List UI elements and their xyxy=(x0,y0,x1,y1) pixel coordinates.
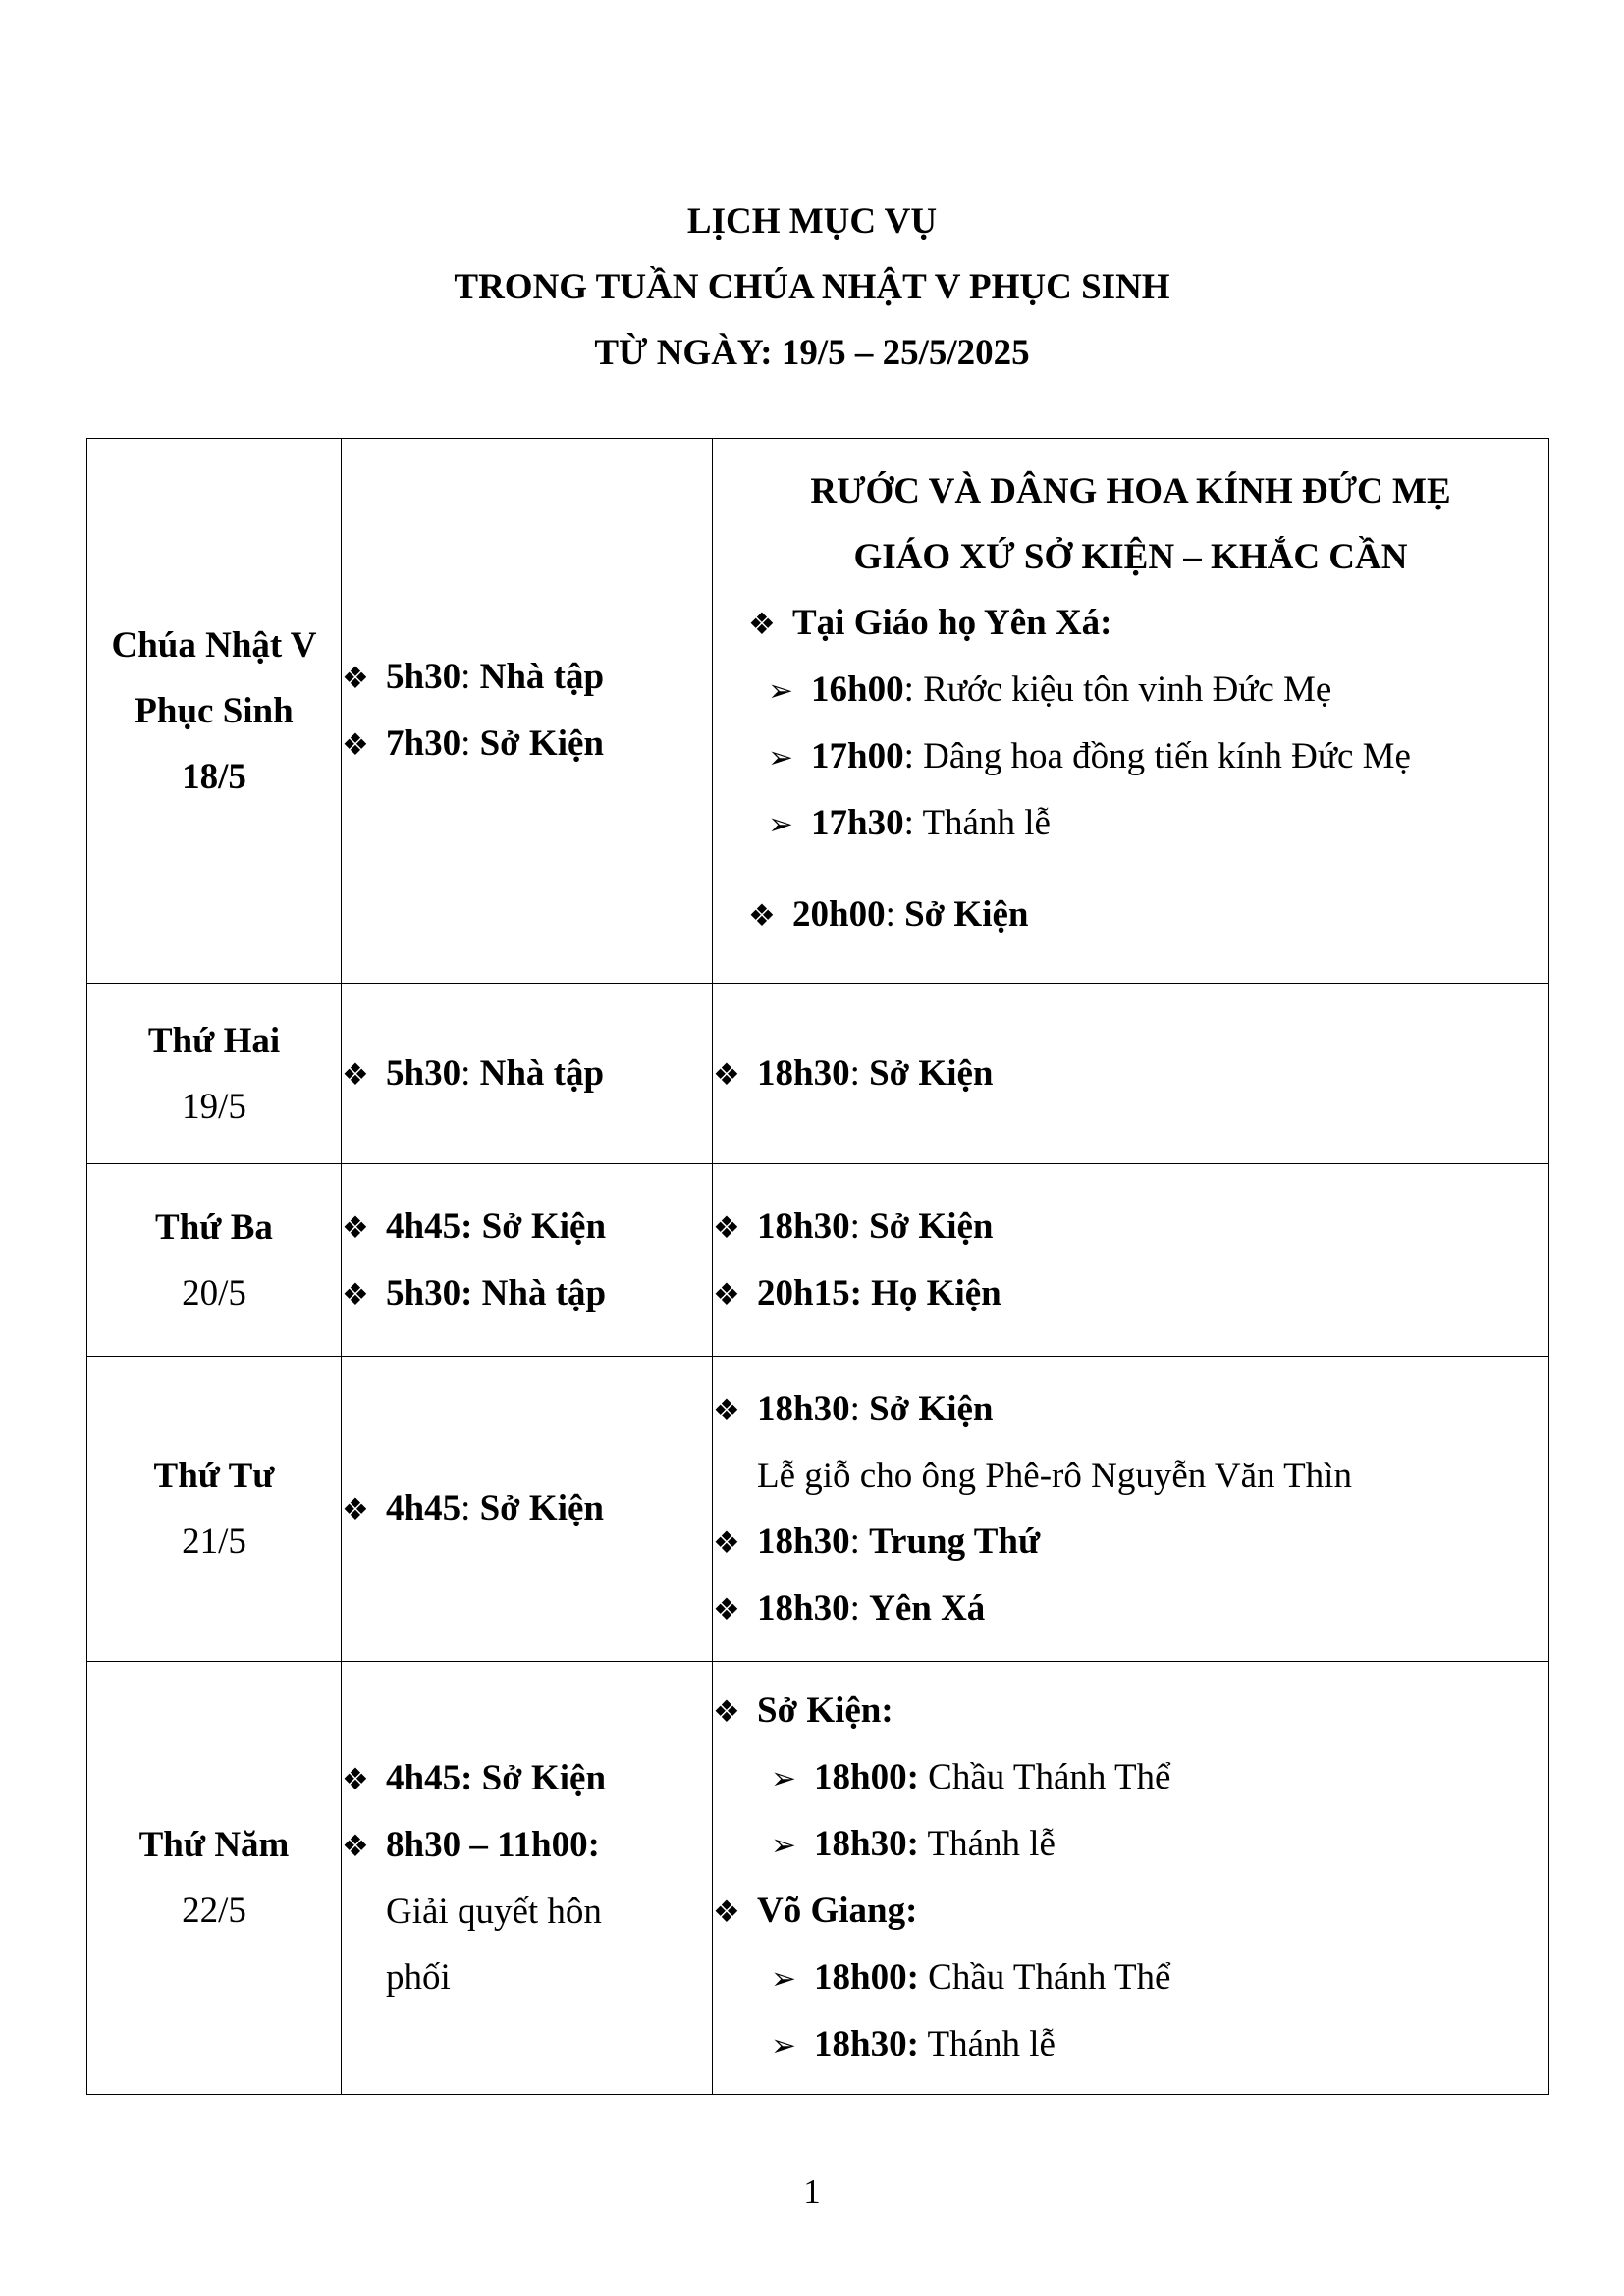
schedule-item: ❖ 4h45: Sở Kiện xyxy=(342,1194,712,1260)
evening-cell xyxy=(713,984,1549,1164)
diamond-bullet-icon: ❖ xyxy=(342,1492,369,1526)
group-heading: ❖ Tại Giáo họ Yên Xá: xyxy=(713,590,1548,657)
morning-cell xyxy=(342,439,713,984)
diamond-bullet-icon: ❖ xyxy=(713,1276,740,1311)
group-heading: ❖ Sở Kiện: xyxy=(713,1678,1548,1744)
sub-item: ➢ 18h30: Thánh lễ xyxy=(713,1811,1548,1878)
morning-cell xyxy=(342,984,713,1164)
diamond-bullet-icon: ❖ xyxy=(713,1524,740,1560)
item-note: Giải quyết hôn xyxy=(386,1892,602,1932)
title-line-1: LỊCH MỤC VỤ xyxy=(686,201,938,241)
sub-item: ➢ 17h30: Thánh lễ xyxy=(713,790,1548,857)
schedule-item: ❖ 18h30: Sở Kiện xyxy=(713,1376,1548,1443)
day-name: Thứ Ba xyxy=(155,1206,273,1248)
evening-cell xyxy=(713,1164,1549,1357)
arrow-bullet-icon: ➢ xyxy=(768,673,793,708)
diamond-bullet-icon: ❖ xyxy=(713,1392,740,1427)
morning-cell xyxy=(342,1662,713,2095)
group-heading: ❖ Võ Giang: xyxy=(713,1878,1548,1945)
event-subtitle: GIÁO XỨ SỞ KIỆN – KHẮC CẦN xyxy=(853,537,1408,577)
day-name: Thứ Tư xyxy=(153,1456,275,1496)
sub-item: ➢ 16h00: Rước kiệu tôn vinh Đức Mẹ xyxy=(713,657,1548,723)
event-title: RƯỚC VÀ DÂNG HOA KÍNH ĐỨC MẸ xyxy=(810,471,1451,511)
arrow-bullet-icon: ➢ xyxy=(771,1828,796,1862)
day-name: Chúa Nhật V xyxy=(111,624,317,666)
diamond-bullet-icon: ❖ xyxy=(713,1056,740,1092)
day-date: 19/5 xyxy=(182,1086,246,1127)
arrow-bullet-icon: ➢ xyxy=(771,1761,796,1795)
day-date: 21/5 xyxy=(182,1522,246,1562)
day-cell xyxy=(87,1662,342,2095)
evening-cell xyxy=(713,439,1549,984)
schedule-item: ❖ 18h30: Sở Kiện xyxy=(713,1041,1548,1107)
diamond-bullet-icon: ❖ xyxy=(748,898,776,933)
sub-item: ➢ 18h00: Chầu Thánh Thể xyxy=(713,1945,1548,2011)
schedule-item: ❖ 18h30: Trung Thứ xyxy=(713,1509,1548,1575)
diamond-bullet-icon: ❖ xyxy=(342,727,369,762)
page-number: 1 xyxy=(803,2172,821,2211)
schedule-item: ❖ 18h30: Yên Xá xyxy=(713,1575,1548,1642)
morning-cell xyxy=(342,1357,713,1662)
day-cell xyxy=(87,1357,342,1662)
schedule-item: ❖ 7h30: Sở Kiện xyxy=(342,711,712,777)
schedule-item: ❖ 18h30: Sở Kiện xyxy=(713,1194,1548,1260)
table-row xyxy=(87,984,1549,1164)
diamond-bullet-icon: ❖ xyxy=(713,1591,740,1627)
schedule-item: ❖ 20h15: Họ Kiện xyxy=(713,1260,1548,1327)
item-note: Lễ giỗ cho ông Phê-rô Nguyễn Văn Thìn xyxy=(757,1455,1352,1496)
day-cell xyxy=(87,1164,342,1357)
diamond-bullet-icon: ❖ xyxy=(748,607,776,641)
table-row xyxy=(87,439,1549,984)
arrow-bullet-icon: ➢ xyxy=(771,2028,796,2062)
sub-item: ➢ 17h00: Dâng hoa đồng tiến kính Đức Mẹ xyxy=(713,723,1548,790)
table-row xyxy=(87,1662,1549,2095)
sub-item: ➢ 18h00: Chầu Thánh Thể xyxy=(713,1744,1548,1811)
evening-cell xyxy=(713,1662,1549,2095)
day-date: 20/5 xyxy=(182,1272,246,1313)
sub-item: ➢ 18h30: Thánh lễ xyxy=(713,2011,1548,2078)
diamond-bullet-icon: ❖ xyxy=(713,1694,740,1729)
diamond-bullet-icon: ❖ xyxy=(342,1209,369,1245)
diamond-bullet-icon: ❖ xyxy=(342,1829,369,1863)
schedule-item: ❖ 5h30: Nhà tập xyxy=(342,644,712,711)
day-name: Thứ Năm xyxy=(138,1825,290,1865)
diamond-bullet-icon: ❖ xyxy=(342,1276,369,1311)
diamond-bullet-icon: ❖ xyxy=(713,1209,740,1245)
title-line-3: TỪ NGÀY: 19/5 – 25/5/2025 xyxy=(594,333,1030,373)
title-line-2: TRONG TUẦN CHÚA NHẬT V PHỤC SINH xyxy=(454,267,1170,307)
diamond-bullet-icon: ❖ xyxy=(713,1895,740,1929)
morning-cell xyxy=(342,1164,713,1357)
arrow-bullet-icon: ➢ xyxy=(768,740,793,774)
table-row xyxy=(87,1164,1549,1357)
schedule-item: ❖ 8h30 – 11h00: xyxy=(342,1812,712,1879)
diamond-bullet-icon: ❖ xyxy=(342,661,369,695)
arrow-bullet-icon: ➢ xyxy=(768,807,793,841)
day-cell xyxy=(87,439,342,984)
diamond-bullet-icon: ❖ xyxy=(342,1762,369,1796)
day-date: 18/5 xyxy=(182,756,246,797)
table-row xyxy=(87,1357,1549,1662)
evening-cell xyxy=(713,1357,1549,1662)
schedule-table xyxy=(86,438,1549,2095)
diamond-bullet-icon: ❖ xyxy=(342,1056,369,1092)
day-date: 22/5 xyxy=(182,1891,246,1931)
item-note: phối xyxy=(386,1957,451,1998)
schedule-item: ❖ 5h30: Nhà tập xyxy=(342,1260,712,1327)
schedule-item: ❖ 20h00: Sở Kiện xyxy=(713,881,1548,948)
day-name: Thứ Hai xyxy=(147,1020,281,1061)
schedule-item: ❖ 5h30: Nhà tập xyxy=(342,1041,712,1107)
schedule-item: ❖ 4h45: Sở Kiện xyxy=(342,1475,712,1542)
arrow-bullet-icon: ➢ xyxy=(771,1961,796,1996)
schedule-item: ❖ 4h45: Sở Kiện xyxy=(342,1745,712,1812)
day-cell xyxy=(87,984,342,1164)
day-name: Phục Sinh xyxy=(135,690,294,731)
